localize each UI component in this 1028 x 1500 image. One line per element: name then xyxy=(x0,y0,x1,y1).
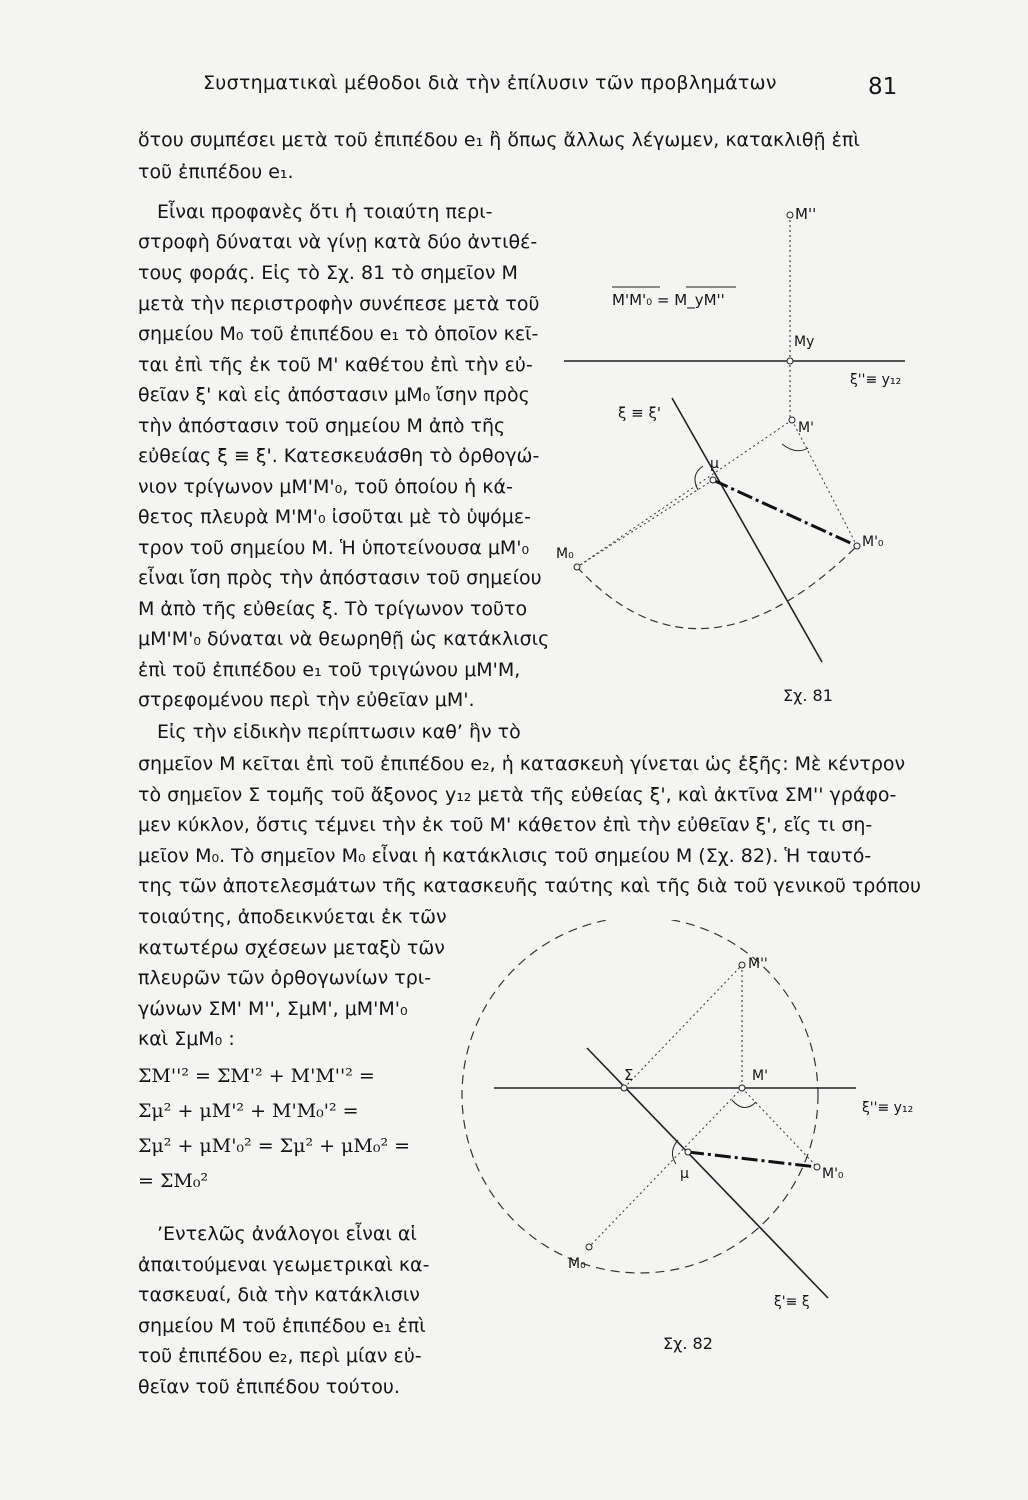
text-line: σημείου M τοῦ ἐπιπέδου e₁ ἐπὶ xyxy=(138,1315,426,1337)
fig81-mu-M0 xyxy=(577,480,713,567)
text-line: γώνων ΣM' M'', ΣμM', μM'M'₀ xyxy=(138,998,408,1020)
fig81-label-My: My xyxy=(794,334,815,350)
text-line: τοιαύτης, ἀποδεικνύεται ἐκ τῶν xyxy=(138,906,447,928)
text-line: στρεφομένου περὶ τὴν εὐθεῖαν μM'. xyxy=(138,689,475,711)
fig82-point-Sigma xyxy=(621,1085,627,1091)
fig82-label-mu: μ xyxy=(680,1166,689,1182)
fig81-angle-mark-mu xyxy=(695,466,703,490)
text-line: ἐπὶ τοῦ ἐπιπέδου e₁ τοῦ τριγώνου μM'M, xyxy=(138,659,521,681)
equation: Σμ² + μM'² + M'M₀'² = xyxy=(138,1100,359,1122)
text-line: μετὰ τὴν περιστροφὴν συνέπεσε μετὰ τοῦ xyxy=(138,293,540,315)
text-line: θεῖαν ξ' καὶ εἰς ἀπόστασιν μM₀ ἴσην πρὸς xyxy=(138,384,530,406)
text-line: της τῶν ἀποτελεσμάτων τῆς κατασκευῆς ταύτης καὶ τῆς διὰ τοῦ γενικοῦ τρόπου xyxy=(138,875,922,897)
fig82-point-M0p xyxy=(814,1164,820,1170)
text-line: τὴν ἀπόστασιν τοῦ σημείου M ἀπὸ τῆς xyxy=(138,415,506,437)
fig81-arc xyxy=(577,546,857,629)
fig81-label-M0: M₀ xyxy=(556,546,574,562)
text-line: Εἶναι προφανὲς ὅτι ἡ τοιαύτη περι- xyxy=(157,201,493,223)
text-line: τοῦ ἐπιπέδου e₂, περὶ μίαν εὐ- xyxy=(138,1345,422,1367)
text-line: νιον τρίγωνον μM'M'₀, τοῦ ὁποίου ἡ κά- xyxy=(138,476,513,498)
text-line: σημεῖον M κεῖται ἐπὶ τοῦ ἐπιπέδου e₂, ἡ κατασκευὴ γίνεται ὡς ἑξῆς: Μὲ κέντρον xyxy=(138,753,906,775)
fig82-label-M2: M'' xyxy=(748,956,768,972)
fig82-point-mu xyxy=(685,1149,691,1155)
running-header: Συστηματικαὶ μέθοδοι διὰ τὴν ἐπίλυσιν τῶν προβλημάτων xyxy=(203,72,777,94)
text-line: Εἰς τὴν εἰδικὴν περίπτωσιν καθ’ ἣν τὸ xyxy=(157,721,521,743)
fig82-label-M0: M₀ xyxy=(568,1256,586,1272)
text-line: μεῖον M₀. Τὸ σημεῖον M₀ εἶναι ἡ κατάκλισις τοῦ σημείου M (Σχ. 82). Ἡ ταυτό- xyxy=(138,845,872,867)
text-line: εὐθείας ξ ≡ ξ'. Κατεσκευάσθη τὸ ὀρθογώ- xyxy=(138,445,540,467)
text-line: σημείου M₀ τοῦ ἐπιπέδου e₁ τὸ ὁποῖον κεῖ- xyxy=(138,323,539,345)
text-line: ’Εντελῶς ἀνάλογοι εἶναι αἱ xyxy=(157,1223,417,1245)
fig82-label-xi: ξ'≡ ξ xyxy=(774,1294,810,1310)
fig81-label-mu: μ xyxy=(710,456,719,472)
fig81-label-xi: ξ ≡ ξ' xyxy=(618,404,661,422)
text-line: τασκευαί, διὰ τὴν κατάκλισιν xyxy=(138,1284,420,1306)
fig81-label-xi2: ξ''≡ y₁₂ xyxy=(850,372,902,388)
text-line: τους φοράς. Εἰς τὸ Σχ. 81 τὸ σημεῖον M xyxy=(138,262,518,284)
fig82-point-M1 xyxy=(739,1085,745,1091)
fig81-perpendicular xyxy=(577,420,792,567)
fig81-angle-mark xyxy=(782,444,808,451)
fig81-relation: M'M'₀ = M_yM'' xyxy=(612,291,725,309)
text-line: ὅτου συμπέσει μετὰ τοῦ ἐπιπέδου e₁ ἢ ὅπως ἄλλως λέγωμεν, κατακλιθῇ ἐπὶ xyxy=(138,129,860,151)
text-line: M ἀπὸ τῆς εὐθείας ξ. Τὸ τρίγωνον τοῦτο xyxy=(138,598,528,620)
text-line: στροφὴ δύναται νὰ γίνῃ κατὰ δύο ἀντιθέ- xyxy=(138,231,538,253)
fig82-label-Sigma: Σ xyxy=(624,1066,634,1084)
equation: Σμ² + μM'₀² = Σμ² + μM₀² = xyxy=(138,1135,411,1157)
text-line: θετος πλευρὰ M'M'₀ ἰσοῦται μὲ τὸ ὑψόμε- xyxy=(138,506,531,528)
text-line: ἀπαιτούμεναι γεωμετρικαὶ κα- xyxy=(138,1254,430,1276)
fig81-point-mu xyxy=(710,477,716,483)
fig82-perpendicular xyxy=(589,1088,742,1247)
fig82-angle-mark-mu xyxy=(672,1140,678,1164)
fig81-M1-M0p xyxy=(792,420,857,546)
text-line: μεν κύκλον, ὅστις τέμνει τὴν ἐκ τοῦ M' κάθετον ἐπὶ τὴν εὐθεῖαν ξ', εἴς τι ση- xyxy=(138,814,873,836)
fig81-hypotenuse xyxy=(713,480,857,546)
fig82-label-xi2: ξ''≡ y₁₂ xyxy=(862,1100,914,1116)
fig82-radius xyxy=(624,965,742,1088)
fig82-angle-mark xyxy=(732,1100,756,1108)
fig81-point-M1 xyxy=(789,417,795,423)
fig81-xi-line xyxy=(672,398,822,662)
text-line: θεῖαν τοῦ ἐπιπέδου τούτου. xyxy=(138,1376,400,1398)
fig81-label-M2: M'' xyxy=(795,205,817,223)
text-line: κατωτέρω σχέσεων μεταξὺ τῶν xyxy=(138,937,445,959)
fig82-label-M0p: M'₀ xyxy=(822,1166,844,1182)
text-line: εἶναι ἴση πρὸς τὴν ἀπόστασιν τοῦ σημείου xyxy=(138,567,542,589)
equation: ΣM''² = ΣM'² + M'M''² = xyxy=(138,1065,375,1087)
figure-82 xyxy=(450,920,920,1340)
text-line: πλευρῶν τῶν ὀρθογωνίων τρι- xyxy=(138,967,432,989)
fig81-label-M0p: M'₀ xyxy=(862,534,884,550)
figure-81-caption: Σχ. 81 xyxy=(783,686,833,705)
text-line: τοῦ ἐπιπέδου e₁. xyxy=(138,161,294,183)
fig82-hypotenuse xyxy=(688,1152,817,1167)
figure-81 xyxy=(548,200,908,700)
fig81-point-M0 xyxy=(574,564,580,570)
fig82-label-M1: M' xyxy=(752,1068,768,1084)
fig82-point-M0 xyxy=(586,1244,592,1250)
figure-82-caption: Σχ. 82 xyxy=(663,1334,713,1353)
text-line: τὸ σημεῖον Σ τομῆς τοῦ ἄξονος y₁₂ μετὰ τῆς εὐθείας ξ', καὶ ἀκτῖνα ΣM'' γράφο- xyxy=(138,784,897,806)
text-line: ται ἐπὶ τῆς ἐκ τοῦ M' καθέτου ἐπὶ τὴν εὐ- xyxy=(138,354,533,376)
fig81-label-M1: M' xyxy=(798,420,814,436)
text-line: τρον τοῦ σημείου M. Ἡ ὑποτείνουσα μM'₀ xyxy=(138,537,530,559)
fig82-point-M2 xyxy=(739,962,745,968)
fig82-circle xyxy=(462,920,818,1273)
fig81-point-My xyxy=(787,358,793,364)
equation: = ΣM₀² xyxy=(138,1170,209,1192)
fig81-point-M0p xyxy=(854,543,860,549)
page-number: 81 xyxy=(868,74,898,100)
text-line: καὶ ΣμM₀ : xyxy=(138,1028,235,1050)
fig82-M1-M0p xyxy=(742,1088,817,1167)
text-line: μM'M'₀ δύναται νὰ θεωρηθῇ ὡς κατάκλισις xyxy=(138,628,550,650)
fig81-point-M2 xyxy=(787,212,793,218)
